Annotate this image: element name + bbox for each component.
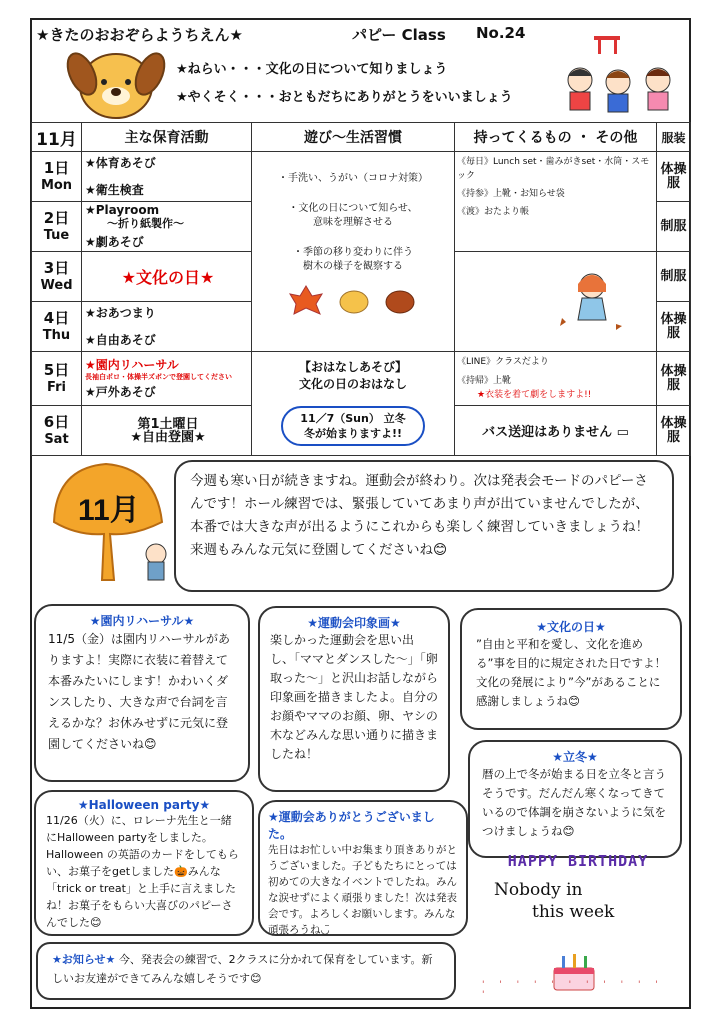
thanks-bubble — [258, 800, 468, 936]
clothes-cell: 制服 — [657, 202, 691, 252]
birthday-box — [478, 852, 678, 1002]
notice-title: ★お知らせ★ — [52, 953, 116, 966]
school-name: ★きたのおおぞらようちえん★ — [36, 26, 243, 44]
day-cell: 5日 Fri — [32, 352, 82, 406]
bring-cell: 《毎日》Lunch set・歯みがきset・水筒・スモック 《持参》上靴・お知らせ袋 《渡》おたより帳 — [455, 152, 657, 252]
birthday-title: HAPPY BIRTHDAY — [507, 852, 649, 870]
activity-cell: ★Playroom ～折り紙製作～ ★劇あそび — [82, 202, 252, 252]
notice-bubble — [36, 942, 456, 1000]
bunka-no-hi-cell: ★文化の日★ — [82, 252, 252, 302]
play-cell-bottom: 【おはなしあそび】 文化の日のおはなし 11／7（Sun） 立冬 冬が始まりますよ!! — [252, 352, 455, 456]
day-cell: 2日 Tue — [32, 202, 82, 252]
culture-day-bubble — [460, 608, 682, 730]
table-row — [32, 152, 691, 202]
rittou-cloud: 11／7（Sun） 立冬 冬が始まりますよ!! — [281, 406, 425, 446]
rittou-bubble — [468, 740, 682, 858]
bus-notice-cell: バス送迎はありません ▭ — [455, 406, 657, 456]
girl-autumn-illustration — [556, 268, 628, 332]
issue-number: No.24 — [476, 24, 526, 42]
notice-text: 今、発表会の練習で、2クラスに分かれて保育をしています。新しいお友達ができてみんな嬉しそうです😊 — [52, 953, 433, 985]
bring-cell: 《LINE》クラスだより 《持帰》上靴 ★衣装を着て劇をしますよ!! — [455, 352, 657, 406]
schedule-header-row — [32, 123, 691, 152]
autumn-leaves-illustration — [288, 282, 418, 316]
schedule-table — [31, 122, 691, 456]
col-clothes: 服装 — [657, 123, 691, 152]
drawing-title: ★運動会印象画★ — [307, 616, 401, 630]
halloween-bubble — [34, 790, 254, 936]
play-cell: ・手洗い、うがい（コロナ対策） ・文化の日について知らせ、 意味を理解させる ・季節の移り変わりに伴う 樹木の様子を観察する — [252, 152, 455, 352]
clothes-cell: 体操服 — [657, 302, 691, 352]
day-cell: 4日 Thu — [32, 302, 82, 352]
day-cell: 1日 Mon — [32, 152, 82, 202]
dog-illustration — [66, 44, 166, 122]
thanks-title: ★運動会ありがとうございました。 — [268, 810, 435, 841]
birthday-confetti: ' ' ' ' ' ' ' ' ' ' ' ' — [482, 980, 664, 1000]
month-label: 11月 — [32, 123, 82, 152]
leaf-month-label: 11月 — [78, 494, 140, 527]
promise-text: ★やくそく・・・おともだちにありがとうをいいましょう — [176, 90, 513, 105]
children-illustration — [560, 30, 682, 118]
col-play: 遊び～生活習慣 — [252, 123, 455, 152]
rittou-title: ★立冬★ — [552, 750, 598, 764]
clothes-cell: 体操服 — [657, 352, 691, 406]
ginkgo-leaf-illustration — [44, 460, 174, 590]
main-message-text: 今週も寒い日が続きますね。運動会が終わり。次は発表会モードのパピーさんです！ホール練習では、緊張していてあまり声が出ていませんでしたが、本番では大きな声が出るようにこれからも楽しく練習していきましょうね！来週もみんな元気に登園してくださいね😊 — [190, 473, 649, 558]
col-bring: 持ってくるもの ・ その他 — [455, 123, 657, 152]
main-message-bubble — [174, 460, 674, 592]
aim-text: ★ねらい・・・文化の日について知りましょう — [176, 62, 448, 77]
rehearsal-bubble — [34, 604, 250, 782]
activity-cell: 第1土曜日 ★自由登園★ — [82, 406, 252, 456]
rehearsal-title: ★園内リハーサル★ — [89, 614, 195, 628]
activity-cell: ★体育あそび ★衛生検査 — [82, 152, 252, 202]
bring-illustration-cell — [455, 252, 657, 352]
rehearsal-text: 11/5（金）は園内リハーサルがありますよ！実際に衣装に着替えて本番みたいにします！かわいくダンスしたり、大きな声で台詞を言えるかな？お休みせずに元気に登園してくださいね😊 — [48, 632, 230, 751]
rittou-text: 暦の上で冬が始まる日を立冬と言うそうです。だんだん寒くなってきているので体調を崩さないように気をつけましょうね😊 — [482, 767, 666, 838]
bus-icon: ▭ — [616, 425, 629, 440]
col-activity: 主な保育活動 — [82, 123, 252, 152]
day-cell: 6日 Sat — [32, 406, 82, 456]
clothes-cell: 体操服 — [657, 406, 691, 456]
birthday-line2: this week — [532, 902, 615, 922]
day-cell: 3日 Wed — [32, 252, 82, 302]
thanks-text: 先日はお忙しい中お集まり頂きありがとうございました。子どもたちにとっては初めての大きなイベントでしたね。みんな涙せずによく頑張りました！次は発表会です。よろしくお願いします。みんな頑張ろうね◡̈ — [268, 844, 457, 936]
birthday-line1: Nobody in — [494, 880, 583, 900]
culture-text: ”自由と平和を愛し、文化を進める”事を目的に規定された日ですよ！文化の発展により”今”があることに感謝しましょうね😊 — [476, 637, 666, 708]
clothes-cell: 制服 — [657, 252, 691, 302]
halloween-text: 11/26（火）に、ロレーナ先生と一緒にHalloween partyをしました。Halloween の英語のカードをしてもらい、お菓子をgetしました🎃みんな「trick or treat」と上手に言えましたね！お菓子をもらい大喜びのパピーさんでした😊 — [46, 814, 239, 929]
activity-cell: ★おあつまり ★自由あそび — [82, 302, 252, 352]
drawing-bubble — [258, 606, 450, 792]
clothes-cell: 体操服 — [657, 152, 691, 202]
halloween-title: ★Halloween party★ — [77, 798, 211, 812]
class-name: パピー Class — [352, 26, 446, 44]
table-row — [32, 352, 691, 406]
drawing-text: 楽しかった運動会を思い出し、「ママとダンスした～」「卵取った～」と沢山お話しながら印象画を描きましたよ。自分のお顔やママのお顔、卵、ヤシの木などみんな思い通りに描きましたね！ — [270, 633, 439, 761]
culture-title: ★文化の日★ — [536, 620, 606, 634]
activity-cell: ★園内リハーサル 長袖白ポロ・体操半ズボンで登園してください ★戸外あそび — [82, 352, 252, 406]
